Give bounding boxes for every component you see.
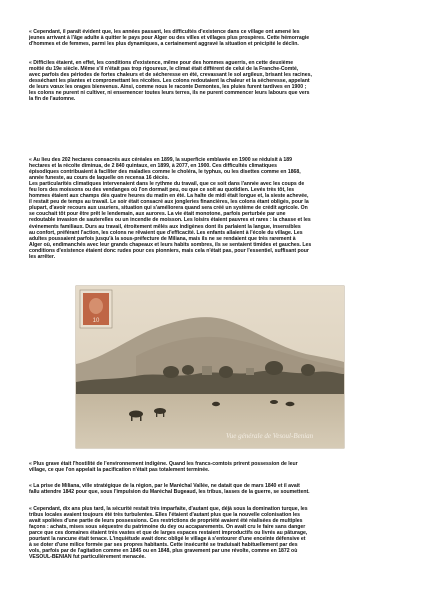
village-photo	[76, 286, 344, 448]
text-line: « Difficiles étaient, en effet, les conditions d'existence, même pour des hommes aguerris, en cette deuxième	[29, 60, 294, 66]
text-line: événements familiaux. Durs au travail, étroitement mêlés aux indigènes dont ils parlaient la langue, insensibles	[29, 223, 301, 230]
text-line: de leurs vœux les orages bienvenus. Ainsi, comme nous le raconte Demontes, les pluies furent tardives en 1900 ;	[29, 84, 307, 91]
village-postcard-image	[76, 286, 344, 448]
text-line: « Cependant, il paraît évident que, les années passant, les difficultés d'existence dans ce village ont amené les	[29, 29, 300, 35]
text-line: hectares et la récolte diminua, de 2 840 quintaux, en 1899, à 2077, en 1900. Ces difficultés climatiques	[29, 163, 278, 170]
text-line: hommes étaient aux champs dès quatre heures du matin en été. La halte de midi était longue et, la sieste achevée,	[29, 193, 309, 200]
text-line: redoutable invasion de sauterelles ou un incendie de moisson. Les loisirs étaient pauvres et rares : la chasse et les	[29, 217, 311, 224]
photo-caption: Vue générale de Vesoul-Benian	[226, 432, 314, 440]
paragraph-5	[29, 483, 403, 495]
text-line: parce que ces domaines étaient très vastes et que de larges espaces restaient improductifs ou livrés au pâturage,	[29, 530, 308, 537]
text-line: jeunes arrivant à l'âge adulte à quitter le pays pour Alger ou des villes et villages plus prospères. Cette hémorragie	[29, 35, 310, 42]
text-line: la fin de l'automne.	[29, 96, 76, 103]
text-line: avait spoliées d'une partie de leurs possessions. Ces restrictions de propriété avaient été réalisées de multiples	[29, 518, 303, 525]
text-line: façons : achats, mises sous séquestre du patrimoine du dey ou accaparements. On avait cru le faire sans danger	[29, 524, 306, 531]
text-line: tribus locales avaient toujours été très turbulentes. Elles l'étaient d'autant plus que la nouvelle colonisation les	[29, 512, 300, 519]
text-line: « Au lieu des 202 hectares consacrés aux céréales en 1899, la superficie emblavée en 1900 se réduisit à 189	[29, 157, 292, 163]
text-line: les colons ne purent ni cultiver, ni ensemencer toutes leurs terres, ils ne purent commencer leurs labours que vers	[29, 90, 310, 97]
text-line: village, ce que l'on appelait la pacification n'était pas totalement terminée.	[29, 467, 210, 474]
text-line: « La prise de Miliana, ville stratégique de la région, par le Maréchal Vallée, ne datait que de mars 1840 et il avait	[29, 483, 300, 489]
text-line: feu lors des moissons ou des vendanges où l'on dormait peu, ou que ce soit au quotidien. Levés très tôt, les	[29, 187, 295, 194]
paragraph-4	[29, 461, 403, 473]
text-line: il restait peu de temps au travail. Le soir était consacré aux jongleries financières, les colons étant obligés, pour la	[29, 199, 309, 206]
paragraph-3	[29, 157, 403, 260]
text-line: vols, parfois par de l'agitation comme en 1845 ou en 1848, plus gravement par une révolte, comme en 1872 où	[29, 548, 298, 555]
text-line: adultes poussaient parfois jusqu'à la sous-préfecture de Miliana, mais ils ne se rendaient que très rarement à	[29, 235, 296, 242]
text-line: moitié du 19e siècle. Même s'il n'était pas trop rigoureux, le climat était différent de celui de la Franche-Comté,	[29, 66, 299, 73]
paragraph-6	[29, 506, 403, 560]
text-line: « Plus grave était l'hostilité de l'environnement indigène. Quand les francs-comtois prirent possession de leur	[29, 461, 298, 467]
paragraph-1	[29, 29, 403, 47]
text-line: fallu attendre 1842 pour que, sous l'impulsion du Maréchal Bugeaud, les tribus, lasses de la guerre, se soumettent.	[29, 489, 310, 496]
text-line: desséchant les plantes et compromettant les récoltes. Les colons redoutaient la chaleur et la sécheresse, appelant	[29, 78, 310, 85]
stamp-value: 10	[92, 318, 100, 324]
text-line: se couchait tôt pour être prêt le lendemain, aux aurores. La vie était monotone, parfois perturbée par une	[29, 211, 286, 218]
text-line: plupart, d'avoir recours aux usuriers, situation qui s'améliorera quand sera créé un système de crédit agricole. On	[29, 205, 308, 212]
text-line: « Cependant, dix ans plus tard, la sécurité restait très imparfaite, d'autant que, déjà sous la domination turque, les	[29, 506, 308, 512]
text-line: au confort, préférant l'action, les colons ne rêvaient que d'efficacité. Les enfants allaient à l'école du village. Les	[29, 229, 303, 236]
text-line: les arrêter.	[29, 253, 56, 260]
postage-stamp	[80, 290, 112, 328]
paragraph-2	[29, 60, 403, 102]
text-line: année funeste, au cours de laquelle on recensa 16 décès.	[29, 175, 169, 182]
text-line: avec parfois des périodes de fortes chaleurs et de sécheresse en été, crevassant le sol argileux, brisant les racines,	[29, 72, 312, 79]
text-line: Les particularités climatiques intervenaient dans le rythme du travail, que ce soit dans l'année avec les coups de	[29, 181, 305, 188]
text-line: VESOUL-BENIAN fut particulièrement menacée.	[29, 554, 146, 561]
text-line: d'hommes et de femmes, parmi les plus dynamiques, a certainement aggravé la situation et précipité le déclin.	[29, 41, 299, 48]
text-line: à se doter d'une milice formée par ses propres habitants. Cette insécurité se traduisait habituellement par des	[29, 542, 298, 549]
text-line: Alger où, endimanchés avec leur grands chapeaux et leurs habits sombres, ils se sentaient timides et gauches. Les	[29, 241, 312, 248]
text-line: pourtant la rancune était tenace. L'inquiétude avait donc obligé le village à s'entourer d'une enceinte défensive et	[29, 536, 306, 543]
text-line: épisodiques contribuaient à faciliter des maladies comme le choléra, le typhus, ou les disettes comme en 1868,	[29, 169, 301, 176]
text-line: conditions d'existence étaient donc rudes pour ces pionniers, mais cela n'était pas, pour l'essentiel, suffisant pour	[29, 247, 309, 254]
